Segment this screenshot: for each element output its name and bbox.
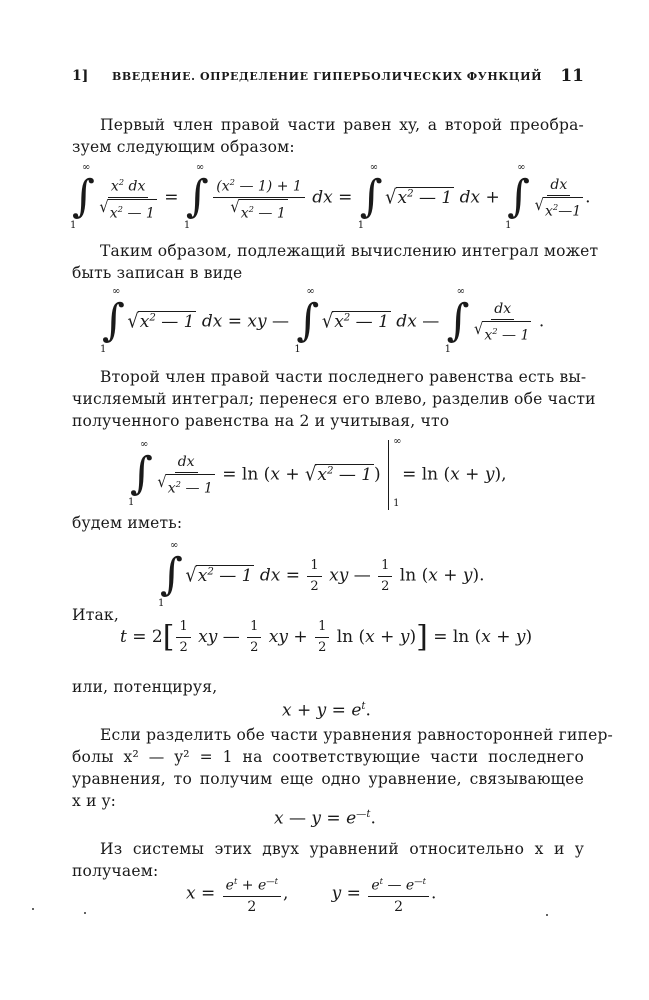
scan-speck xyxy=(84,912,86,914)
page-number: 11 xyxy=(560,66,584,86)
text-line: полученного равенства на 2 и учитывая, что xyxy=(72,412,450,430)
equation-2: ∫ ∞ 1 √ $x^2$ — 1 dx = xy — ∫ ∞ 1 √ $x^2$ — 1 dx — ∫ ∞ 1 dx √ $x^2$ — 1 . xyxy=(100,286,545,355)
running-header xyxy=(72,68,584,92)
equation-text-alternatives xyxy=(0,0,1,1)
scan-speck xyxy=(546,914,548,916)
text-line: x и y: xyxy=(72,792,117,810)
text-line: или, потенцируя, xyxy=(72,678,218,696)
text-line: Второй член правой части последнего равенства есть вы- xyxy=(100,368,587,386)
equation-1: ∫ ∞ 1 $x^2$ dx √ $x^2$ — 1 = ∫ ∞ 1 ($x^2$ — 1) + 1 √ $x^2$ — 1 dx = ∫ ∞ 1 √ $x^2$ — 1 dx + ∫ ∞ 1 dx √ $x^2—1$ . xyxy=(70,162,591,231)
equation-7: x — $y = e^{—t}$. xyxy=(274,808,376,829)
text-line: Первый член правой части равен xy, а второй преобра- xyxy=(100,116,584,134)
text-line: зуем следующим образом: xyxy=(72,138,295,156)
text-line: Если разделить обе части уравнения равносторонней гипер- xyxy=(100,726,613,744)
equation-5: t = 2[ $\frac{1}{2}$ xy — $\frac{1}{2}$ xy + $\frac{1}{2}$ ln (x + y)] = ln (x + y) xyxy=(120,619,533,655)
paragraph-3 xyxy=(72,366,596,432)
paragraph-4 xyxy=(72,512,584,534)
text-line: Итак, xyxy=(72,606,119,624)
section-number: 1] xyxy=(72,68,89,84)
text-line: будем иметь: xyxy=(72,514,183,532)
paragraph-7 xyxy=(72,724,613,812)
text-line: получаем: xyxy=(72,862,159,880)
paragraph-2 xyxy=(72,240,599,284)
equation-1-text xyxy=(0,0,1,1)
chapter-title: ВВЕДЕНИЕ. ОПРЕДЕЛЕНИЕ ГИПЕРБОЛИЧЕСКИХ ФУНКЦИЙ xyxy=(112,70,543,83)
text-line: числяемый интеграл; перенеся его влево, разделив обе части xyxy=(72,390,596,408)
text-line: уравнения, то получим еще одно уравнение, связывающее xyxy=(72,770,584,788)
text-line: Из системы этих двух уравнений относительно x и y xyxy=(100,840,584,858)
text-line: Таким образом, подлежащий вычислению интеграл может xyxy=(100,242,599,260)
equation-8: x = $\frac{e^t + e^{—t}}{2}$ , y = $\frac{e^t — e^{—t}}{2}$ . xyxy=(186,872,436,932)
equation-3: ∫ ∞ 1 dx √ $x^2$ — 1 = ln (x + √ $x^2$ — 1 ) ∞ 1 = ln (x + y), xyxy=(128,436,507,509)
text-line: болы x² — y² = 1 на соответствующие части последнего xyxy=(72,748,584,766)
equation-4: ∫ ∞ 1 √ $x^2$ — 1 dx = $\frac{1}{2}$ xy — $\frac{1}{2}$ ln (x + y). xyxy=(158,540,485,609)
scan-speck xyxy=(32,908,34,910)
text-line: быть записан в виде xyxy=(72,264,243,282)
paragraph-1 xyxy=(72,114,584,158)
equation-6: $x + y = e^t$. xyxy=(282,700,371,721)
